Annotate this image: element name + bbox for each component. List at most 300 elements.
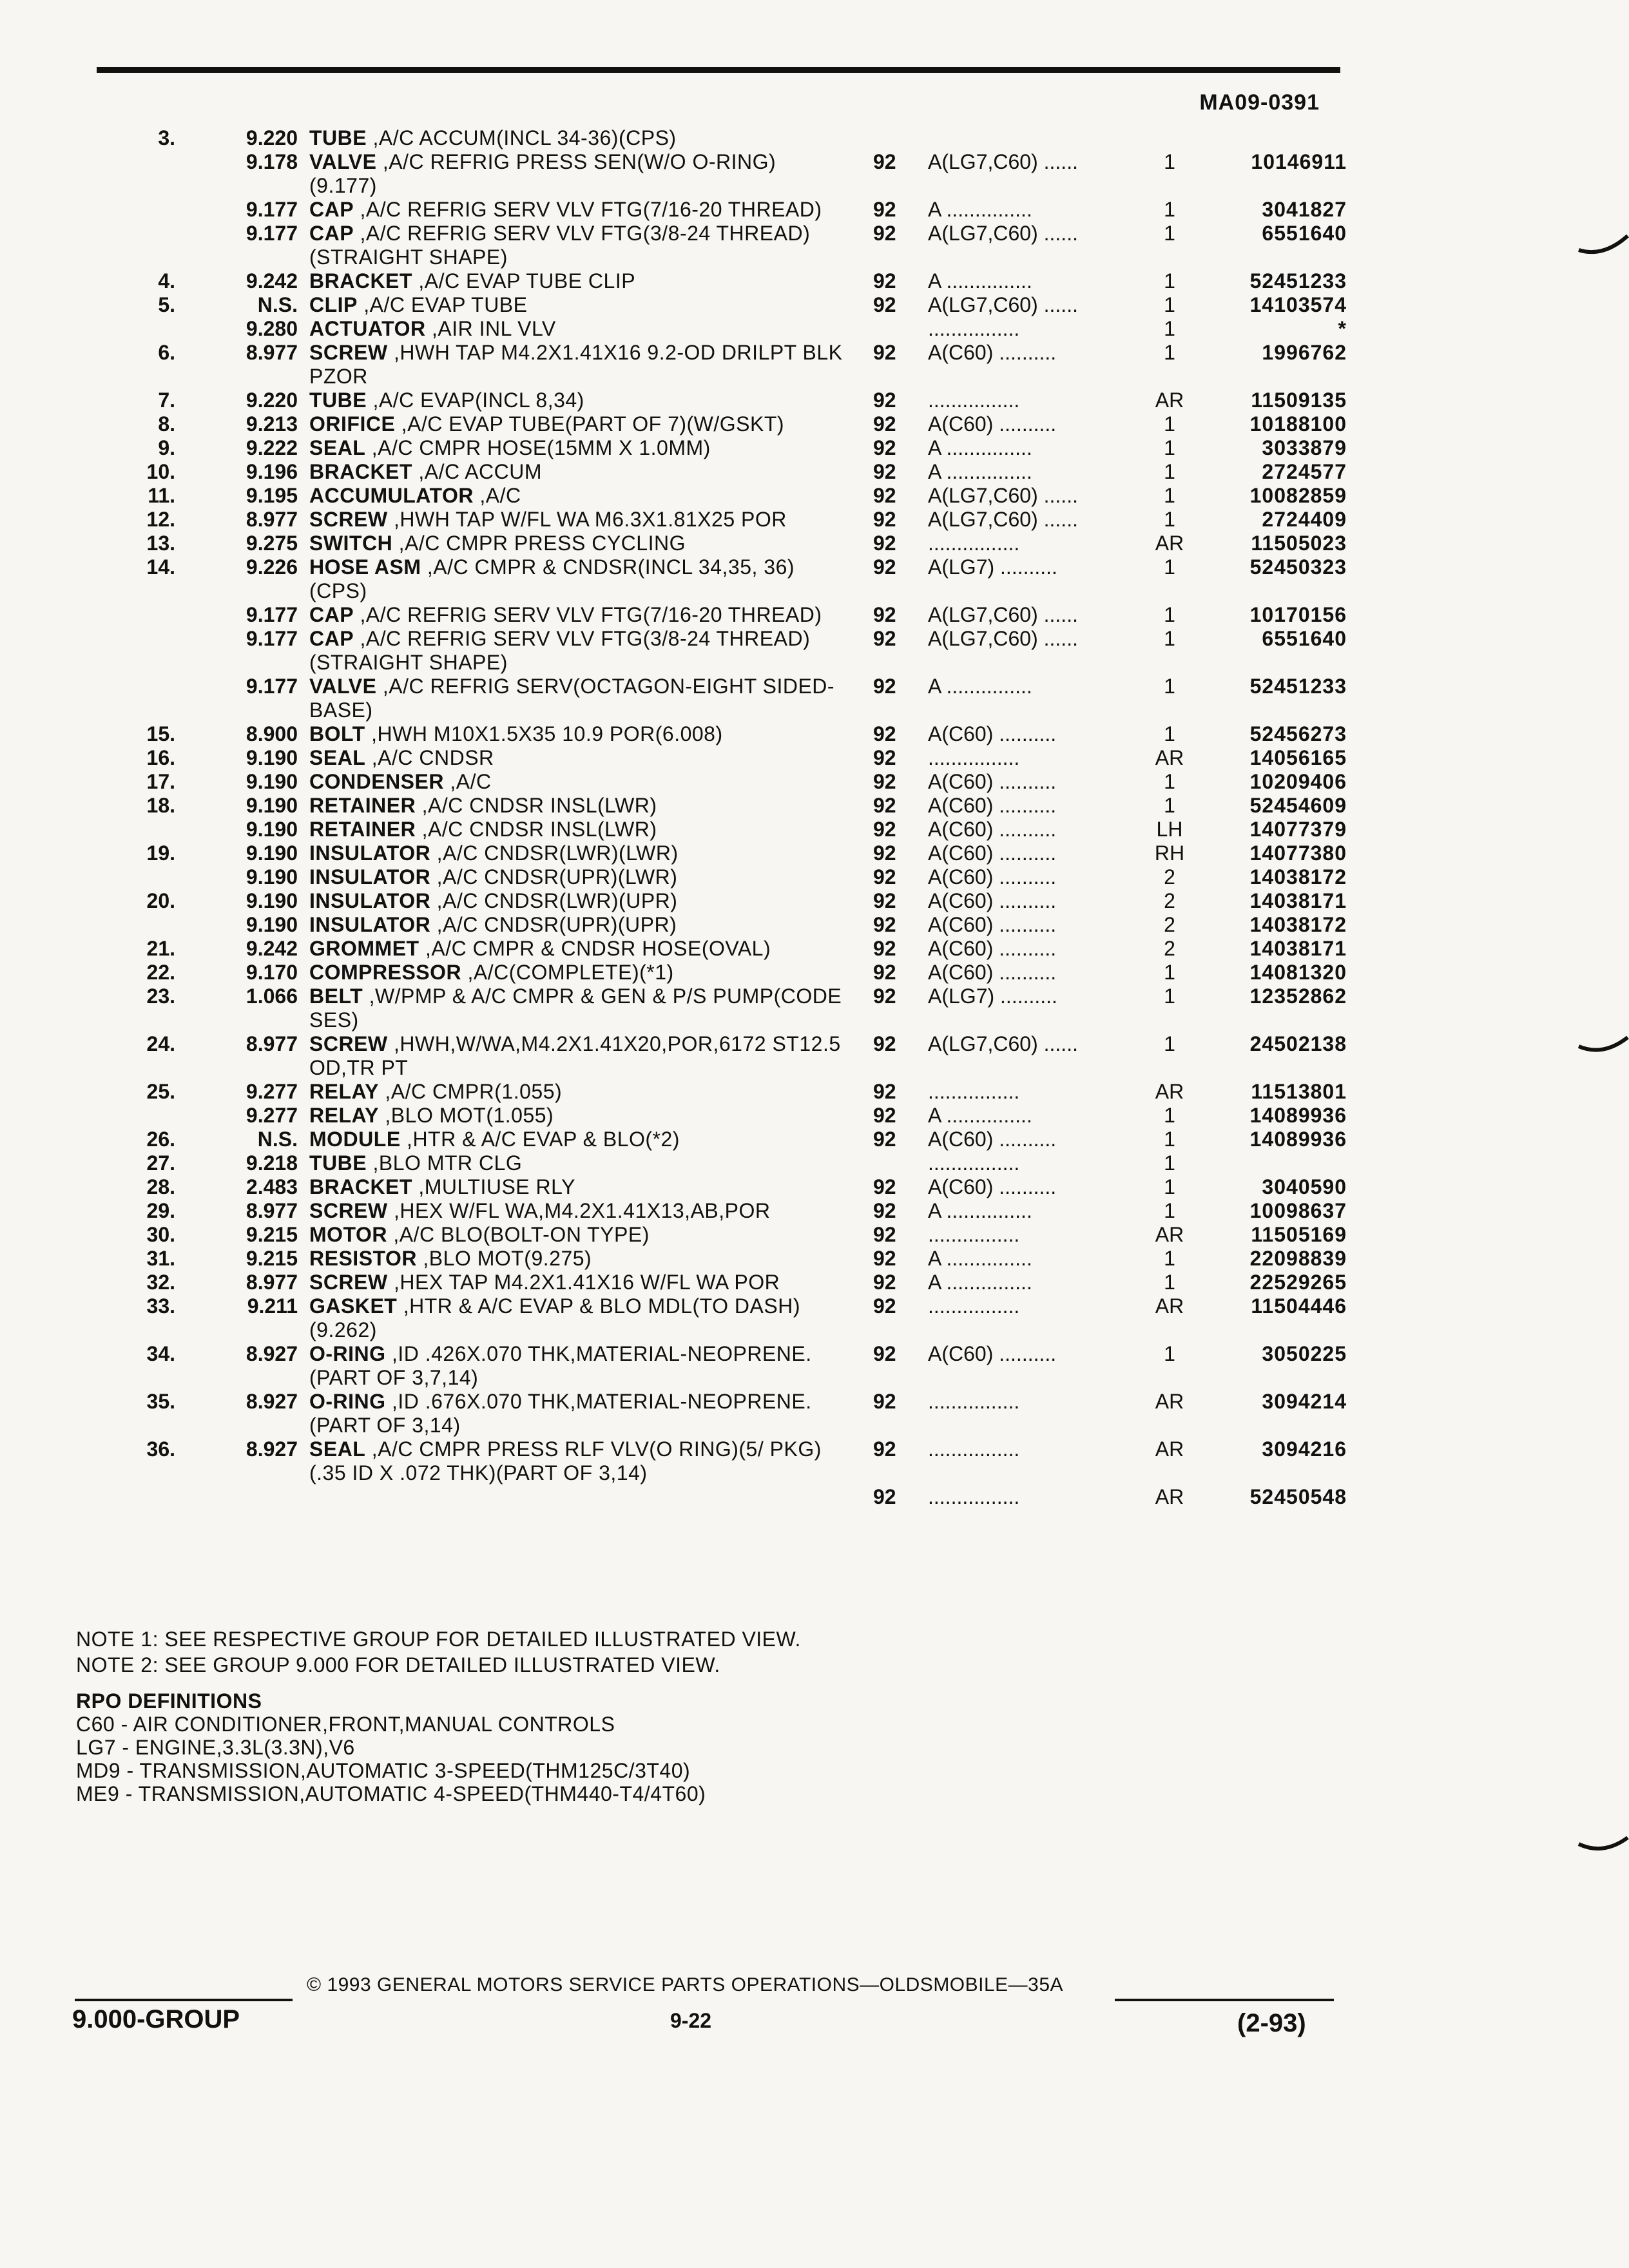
application: A(C60) .......... bbox=[928, 1128, 1057, 1151]
part-number: 11505023 bbox=[1251, 532, 1347, 555]
part-detail: ,A/C CMPR PRESS RLF VLV(O RING)(5/ PKG)(.35 ID X .072 THK)(PART OF 3,14) bbox=[309, 1437, 822, 1485]
model-year: 92 bbox=[873, 555, 896, 579]
page-reference: MA09-0391 bbox=[1199, 90, 1320, 115]
part-detail: ,A/C bbox=[443, 770, 492, 793]
part-description bbox=[309, 985, 844, 1032]
part-number: 3094214 bbox=[1262, 1390, 1347, 1413]
quantity: 1 bbox=[1164, 412, 1175, 436]
part-name: ACTUATOR bbox=[309, 317, 426, 340]
quantity: AR bbox=[1155, 532, 1184, 555]
group-number: 9.178 bbox=[246, 150, 298, 173]
part-detail: ,A/C REFRIG PRESS SEN(W/O O-RING) (9.177) bbox=[309, 150, 776, 197]
model-year: 92 bbox=[873, 937, 896, 960]
part-name: SCREW bbox=[309, 1199, 388, 1222]
part-description bbox=[309, 865, 844, 889]
part-description bbox=[309, 269, 844, 293]
part-description bbox=[309, 1175, 844, 1199]
part-number: 14038172 bbox=[1249, 913, 1347, 936]
application: A(C60) .......... bbox=[928, 722, 1057, 745]
part-name: SCREW bbox=[309, 508, 388, 531]
part-description bbox=[309, 341, 844, 389]
part-number: * bbox=[1338, 317, 1347, 340]
part-detail: ,BLO MOT(1.055) bbox=[379, 1104, 554, 1127]
application: A ............... bbox=[928, 1247, 1032, 1270]
part-name: RETAINER bbox=[309, 794, 416, 817]
group-number: 9.215 bbox=[246, 1223, 298, 1246]
model-year: 92 bbox=[873, 1485, 896, 1508]
part-name: SCREW bbox=[309, 1032, 388, 1055]
part-detail: ,A/C CMPR HOSE(15MM X 1.0MM) bbox=[365, 436, 711, 459]
model-year: 92 bbox=[873, 675, 896, 698]
application: A(LG7) .......... bbox=[928, 985, 1057, 1008]
quantity: 1 bbox=[1164, 1271, 1175, 1294]
application: A(LG7,C60) ...... bbox=[928, 508, 1078, 531]
quantity: 1 bbox=[1164, 985, 1175, 1008]
part-description bbox=[309, 1032, 844, 1080]
application: A ............... bbox=[928, 1199, 1032, 1222]
model-year: 92 bbox=[873, 1342, 896, 1365]
part-name: HOSE ASM bbox=[309, 555, 421, 579]
part-description bbox=[309, 722, 844, 746]
part-number: 14077379 bbox=[1249, 818, 1347, 841]
item-number: 35. bbox=[146, 1390, 175, 1413]
part-detail: ,A/C CNDSR INSL(LWR) bbox=[416, 794, 657, 817]
part-detail: ,A/C REFRIG SERV VLV FTG(3/8-24 THREAD)(STRAIGHT SHAPE) bbox=[309, 222, 811, 269]
quantity: AR bbox=[1155, 1437, 1184, 1461]
model-year: 92 bbox=[873, 1104, 896, 1127]
part-detail: ,HEX TAP M4.2X1.41X16 W/FL WA POR bbox=[387, 1271, 780, 1294]
quantity: AR bbox=[1155, 1485, 1184, 1508]
part-description bbox=[309, 293, 844, 317]
quantity: 1 bbox=[1164, 1199, 1175, 1222]
rpo-item: MD9 - TRANSMISSION,AUTOMATIC 3-SPEED(THM125C/3T40) bbox=[76, 1759, 691, 1782]
item-number: 8. bbox=[158, 412, 175, 436]
model-year: 92 bbox=[873, 293, 896, 316]
part-detail: ,BLO MOT(9.275) bbox=[417, 1247, 592, 1270]
part-description bbox=[309, 1390, 844, 1437]
part-number: 12352862 bbox=[1249, 985, 1347, 1008]
part-number: 3033879 bbox=[1262, 436, 1347, 459]
application: A(C60) .......... bbox=[928, 818, 1057, 841]
application: ................ bbox=[928, 532, 1020, 555]
part-description bbox=[309, 460, 844, 484]
part-detail: ,A/C EVAP TUBE CLIP bbox=[412, 269, 636, 293]
model-year: 92 bbox=[873, 412, 896, 436]
quantity: 1 bbox=[1164, 1247, 1175, 1270]
quantity: 1 bbox=[1164, 1128, 1175, 1151]
part-detail: ,ID .426X.070 THK,MATERIAL-NEOPRENE.(PART OF 3,7,14) bbox=[309, 1342, 812, 1389]
model-year: 92 bbox=[873, 985, 896, 1008]
quantity: AR bbox=[1155, 389, 1184, 412]
application: A(LG7,C60) ...... bbox=[928, 293, 1078, 316]
notes bbox=[76, 1626, 801, 1678]
application: A(C60) .......... bbox=[928, 1342, 1057, 1365]
part-number: 52451233 bbox=[1249, 675, 1347, 698]
group-number: 9.215 bbox=[246, 1247, 298, 1270]
part-name: CONDENSER bbox=[309, 770, 444, 793]
footer-rule-right bbox=[1115, 1999, 1334, 2001]
part-name: RESISTOR bbox=[309, 1247, 417, 1270]
part-description bbox=[309, 1294, 844, 1342]
group-number: 9.190 bbox=[246, 794, 298, 817]
part-detail: ,A/C bbox=[473, 484, 521, 507]
part-description bbox=[309, 1151, 844, 1175]
part-number: 1996762 bbox=[1262, 341, 1347, 364]
part-description bbox=[309, 532, 844, 555]
application: A(LG7,C60) ...... bbox=[928, 627, 1078, 650]
part-number: 14077380 bbox=[1249, 841, 1347, 865]
part-description bbox=[309, 603, 844, 627]
footer-date: (2-93) bbox=[1237, 2009, 1306, 2037]
model-year: 92 bbox=[873, 484, 896, 507]
part-detail: ,A/C REFRIG SERV VLV FTG(7/16-20 THREAD) bbox=[354, 603, 822, 626]
part-number: 22098839 bbox=[1249, 1247, 1347, 1270]
part-number: 6551640 bbox=[1262, 627, 1347, 650]
part-detail: ,HTR & A/C EVAP & BLO MDL(TO DASH)(9.262) bbox=[309, 1294, 800, 1341]
footer-group: 9.000-GROUP bbox=[72, 2005, 240, 2033]
application: A(C60) .......... bbox=[928, 961, 1057, 984]
model-year: 92 bbox=[873, 770, 896, 793]
part-description bbox=[309, 937, 844, 961]
application: ................ bbox=[928, 1223, 1020, 1246]
part-description bbox=[309, 198, 844, 222]
item-number: 25. bbox=[146, 1080, 175, 1103]
part-detail: ,A/C CMPR & CNDSR HOSE(OVAL) bbox=[419, 937, 771, 960]
group-number: 9.218 bbox=[246, 1151, 298, 1175]
quantity: 1 bbox=[1164, 222, 1175, 245]
group-number: 9.242 bbox=[246, 269, 298, 293]
group-number: 8.977 bbox=[246, 1032, 298, 1055]
part-name: SEAL bbox=[309, 746, 366, 769]
group-number: 9.177 bbox=[246, 198, 298, 221]
group-number: 9.211 bbox=[247, 1294, 298, 1318]
part-number: 14103574 bbox=[1249, 293, 1347, 316]
model-year: 92 bbox=[873, 389, 896, 412]
part-number: 3094216 bbox=[1262, 1437, 1347, 1461]
quantity: 2 bbox=[1164, 865, 1175, 889]
quantity: 1 bbox=[1164, 675, 1175, 698]
item-number: 5. bbox=[158, 293, 175, 316]
quantity: 1 bbox=[1164, 1342, 1175, 1365]
model-year: 92 bbox=[873, 889, 896, 912]
part-description bbox=[309, 389, 844, 412]
group-number: 9.190 bbox=[246, 865, 298, 889]
item-number: 13. bbox=[146, 532, 175, 555]
rpo-item: LG7 - ENGINE,3.3L(3.3N),V6 bbox=[76, 1736, 355, 1759]
binding-punch-mark bbox=[1577, 232, 1629, 258]
model-year: 92 bbox=[873, 532, 896, 555]
item-number: 27. bbox=[146, 1151, 175, 1175]
part-detail: ,ID .676X.070 THK,MATERIAL-NEOPRENE.(PART OF 3,14) bbox=[309, 1390, 812, 1437]
item-number: 21. bbox=[146, 937, 175, 960]
part-number: 52454609 bbox=[1249, 794, 1347, 817]
item-number: 32. bbox=[146, 1271, 175, 1294]
model-year: 92 bbox=[873, 1294, 896, 1318]
part-name: TUBE bbox=[309, 126, 367, 149]
group-number: 8.927 bbox=[246, 1342, 298, 1365]
part-name: BELT bbox=[309, 985, 363, 1008]
group-number: 9.170 bbox=[246, 961, 298, 984]
part-name: CAP bbox=[309, 627, 354, 650]
item-number: 23. bbox=[146, 985, 175, 1008]
part-detail: ,A/C CNDSR(LWR)(UPR) bbox=[430, 889, 678, 912]
part-description bbox=[309, 1437, 844, 1485]
part-name: SEAL bbox=[309, 436, 366, 459]
part-number: 14038171 bbox=[1249, 937, 1347, 960]
quantity: 1 bbox=[1164, 603, 1175, 626]
model-year: 92 bbox=[873, 1175, 896, 1198]
rpo-item: C60 - AIR CONDITIONER,FRONT,MANUAL CONTROLS bbox=[76, 1713, 615, 1736]
application: A(C60) .......... bbox=[928, 865, 1057, 889]
group-number: 1.066 bbox=[246, 985, 298, 1008]
application: A ............... bbox=[928, 460, 1032, 483]
group-number: 9.220 bbox=[246, 389, 298, 412]
part-name: BOLT bbox=[309, 722, 365, 745]
part-number: 2724409 bbox=[1262, 508, 1347, 531]
model-year: 92 bbox=[873, 198, 896, 221]
part-number: 14056165 bbox=[1249, 746, 1347, 769]
footer-copyright: © 1993 GENERAL MOTORS SERVICE PARTS OPERATIONS—OLDSMOBILE—35A bbox=[307, 1974, 1064, 1995]
part-description bbox=[309, 1128, 844, 1151]
part-number: 14038172 bbox=[1249, 865, 1347, 889]
application: ................ bbox=[928, 389, 1020, 412]
model-year: 92 bbox=[873, 508, 896, 531]
part-description bbox=[309, 1223, 844, 1247]
part-detail: ,A/C REFRIG SERV VLV FTG(7/16-20 THREAD) bbox=[354, 198, 822, 221]
part-description bbox=[309, 555, 844, 603]
application: ................ bbox=[928, 1080, 1020, 1103]
part-detail: ,HWH M10X1.5X35 10.9 POR(6.008) bbox=[365, 722, 723, 745]
model-year: 92 bbox=[873, 746, 896, 769]
part-name: SCREW bbox=[309, 341, 388, 364]
application: A(C60) .......... bbox=[928, 412, 1057, 436]
part-description bbox=[309, 841, 844, 865]
part-detail: ,A/C CNDSR bbox=[365, 746, 494, 769]
item-number: 7. bbox=[158, 389, 175, 412]
model-year: 92 bbox=[873, 222, 896, 245]
group-number: 8.977 bbox=[246, 341, 298, 364]
part-description bbox=[309, 675, 844, 722]
model-year: 92 bbox=[873, 1032, 896, 1055]
group-number: 9.195 bbox=[246, 484, 298, 507]
model-year: 92 bbox=[873, 865, 896, 889]
part-detail: ,HWH,W/WA,M4.2X1.41X20,POR,6172 ST12.5 OD,TR PT bbox=[309, 1032, 841, 1079]
model-year: 92 bbox=[873, 1390, 896, 1413]
part-name: MODULE bbox=[309, 1128, 401, 1151]
application: A ............... bbox=[928, 675, 1032, 698]
group-number: 2.483 bbox=[246, 1175, 298, 1198]
part-name: O-RING bbox=[309, 1390, 386, 1413]
item-number: 15. bbox=[146, 722, 175, 745]
part-name: RELAY bbox=[309, 1104, 380, 1127]
model-year: 92 bbox=[873, 1128, 896, 1151]
application: A(C60) .......... bbox=[928, 889, 1057, 912]
model-year: 92 bbox=[873, 150, 896, 173]
part-description bbox=[309, 889, 844, 913]
item-number: 10. bbox=[146, 460, 175, 483]
model-year: 92 bbox=[873, 818, 896, 841]
part-name: INSULATOR bbox=[309, 865, 431, 889]
part-description bbox=[309, 412, 844, 436]
application: A(C60) .......... bbox=[928, 1175, 1057, 1198]
part-detail: ,HWH TAP M4.2X1.41X16 9.2-OD DRILPT BLK PZOR bbox=[309, 341, 843, 388]
rpo-definitions bbox=[76, 1689, 706, 1805]
application: A(LG7,C60) ...... bbox=[928, 150, 1078, 173]
group-number: 9.222 bbox=[246, 436, 298, 459]
part-description bbox=[309, 126, 844, 150]
item-number: 17. bbox=[146, 770, 175, 793]
binding-punch-mark bbox=[1577, 1031, 1629, 1057]
part-description bbox=[309, 1342, 844, 1390]
part-name: O-RING bbox=[309, 1342, 386, 1365]
part-detail: ,A/C CNDSR(UPR)(LWR) bbox=[430, 865, 678, 889]
group-number: 9.190 bbox=[246, 889, 298, 912]
part-detail: ,A/C CMPR(1.055) bbox=[379, 1080, 563, 1103]
group-number: 9.277 bbox=[246, 1104, 298, 1127]
part-number: 10170156 bbox=[1249, 603, 1347, 626]
application: A(C60) .......... bbox=[928, 937, 1057, 960]
quantity: 1 bbox=[1164, 555, 1175, 579]
model-year: 92 bbox=[873, 722, 896, 745]
part-detail: ,A/C EVAP(INCL 8,34) bbox=[367, 389, 584, 412]
quantity: 1 bbox=[1164, 794, 1175, 817]
part-number: 14089936 bbox=[1249, 1104, 1347, 1127]
part-detail: ,HEX W/FL WA,M4.2X1.41X13,AB,POR bbox=[387, 1199, 771, 1222]
group-number: 9.190 bbox=[246, 746, 298, 769]
part-description bbox=[309, 484, 844, 508]
model-year: 92 bbox=[873, 794, 896, 817]
group-number: 8.977 bbox=[246, 1199, 298, 1222]
item-number: 14. bbox=[146, 555, 175, 579]
part-number: 24502138 bbox=[1249, 1032, 1347, 1055]
application: A(LG7,C60) ...... bbox=[928, 222, 1078, 245]
application: ................ bbox=[928, 1437, 1020, 1461]
model-year: 92 bbox=[873, 436, 896, 459]
application: A(LG7,C60) ...... bbox=[928, 484, 1078, 507]
part-detail: ,A/C CNDSR(UPR)(UPR) bbox=[430, 913, 677, 936]
part-name: BRACKET bbox=[309, 269, 412, 293]
part-name: RETAINER bbox=[309, 818, 416, 841]
quantity: LH bbox=[1156, 818, 1183, 841]
group-number: 8.977 bbox=[246, 1271, 298, 1294]
application: A(C60) .......... bbox=[928, 841, 1057, 865]
part-name: RELAY bbox=[309, 1080, 380, 1103]
part-number: 14038171 bbox=[1249, 889, 1347, 912]
item-number: 33. bbox=[146, 1294, 175, 1318]
quantity: 1 bbox=[1164, 1175, 1175, 1198]
part-description bbox=[309, 961, 844, 985]
part-name: CAP bbox=[309, 222, 354, 245]
application: A(LG7) .......... bbox=[928, 555, 1057, 579]
part-detail: ,A/C CMPR PRESS CYCLING bbox=[392, 532, 686, 555]
part-number: 11513801 bbox=[1251, 1080, 1347, 1103]
quantity: AR bbox=[1155, 1294, 1184, 1318]
group-number: 9.190 bbox=[246, 818, 298, 841]
rpo-item: ME9 - TRANSMISSION,AUTOMATIC 4-SPEED(THM440-T4/4T60) bbox=[76, 1782, 706, 1805]
part-description bbox=[309, 818, 844, 841]
model-year: 92 bbox=[873, 1223, 896, 1246]
group-number: 9.177 bbox=[246, 603, 298, 626]
group-number: 9.277 bbox=[246, 1080, 298, 1103]
group-number: 9.275 bbox=[246, 532, 298, 555]
group-number: N.S. bbox=[257, 293, 298, 316]
part-row bbox=[0, 1437, 1629, 1508]
part-description bbox=[309, 1247, 844, 1271]
part-description bbox=[309, 508, 844, 532]
quantity: 1 bbox=[1164, 627, 1175, 650]
item-number: 26. bbox=[146, 1128, 175, 1151]
part-description bbox=[309, 1271, 844, 1294]
model-year: 92 bbox=[873, 913, 896, 936]
group-number: 8.977 bbox=[246, 508, 298, 531]
application: A ............... bbox=[928, 269, 1032, 293]
part-description bbox=[309, 794, 844, 818]
part-detail: ,A/C EVAP TUBE(PART OF 7)(W/GSKT) bbox=[395, 412, 785, 436]
part-number: 3041827 bbox=[1262, 198, 1347, 221]
application: A ............... bbox=[928, 1104, 1032, 1127]
item-number: 19. bbox=[146, 841, 175, 865]
item-number: 20. bbox=[146, 889, 175, 912]
part-number: 52450323 bbox=[1249, 555, 1347, 579]
part-detail: ,HTR & A/C EVAP & BLO(*2) bbox=[400, 1128, 680, 1151]
item-number: 18. bbox=[146, 794, 175, 817]
part-description bbox=[309, 222, 844, 269]
part-name: BRACKET bbox=[309, 1175, 412, 1198]
part-name: SEAL bbox=[309, 1437, 366, 1461]
model-year: 92 bbox=[873, 1080, 896, 1103]
part-detail: ,A/C(COMPLETE)(*1) bbox=[461, 961, 674, 984]
part-name: GROMMET bbox=[309, 937, 419, 960]
group-number: 9.177 bbox=[246, 222, 298, 245]
part-description bbox=[309, 1199, 844, 1223]
part-name: TUBE bbox=[309, 389, 367, 412]
group-number: 9.280 bbox=[246, 317, 298, 340]
item-number: 22. bbox=[146, 961, 175, 984]
group-number: 9.190 bbox=[246, 841, 298, 865]
part-name: VALVE bbox=[309, 675, 377, 698]
item-number: 34. bbox=[146, 1342, 175, 1365]
application: A(C60) .......... bbox=[928, 770, 1057, 793]
part-detail: ,A/C EVAP TUBE bbox=[357, 293, 528, 316]
group-number: 8.900 bbox=[246, 722, 298, 745]
quantity: 2 bbox=[1164, 937, 1175, 960]
part-number: 11504446 bbox=[1251, 1294, 1347, 1318]
part-description bbox=[309, 1104, 844, 1128]
part-number: 10146911 bbox=[1251, 150, 1347, 173]
quantity: 2 bbox=[1164, 913, 1175, 936]
group-number: 9.242 bbox=[246, 937, 298, 960]
part-detail: ,A/C REFRIG SERV VLV FTG(3/8-24 THREAD)(STRAIGHT SHAPE) bbox=[309, 627, 811, 674]
quantity: AR bbox=[1155, 746, 1184, 769]
part-row bbox=[0, 198, 1629, 245]
application: A ............... bbox=[928, 198, 1032, 221]
item-number: 6. bbox=[158, 341, 175, 364]
part-name: GASKET bbox=[309, 1294, 398, 1318]
application: ................ bbox=[928, 317, 1020, 340]
item-number: 11. bbox=[148, 484, 175, 507]
part-detail: ,A/C CNDSR INSL(LWR) bbox=[416, 818, 657, 841]
application: ................ bbox=[928, 1151, 1020, 1175]
group-number: 8.927 bbox=[246, 1437, 298, 1461]
application: ................ bbox=[928, 1485, 1020, 1508]
quantity: 1 bbox=[1164, 508, 1175, 531]
application: A(C60) .......... bbox=[928, 794, 1057, 817]
part-number: 14089936 bbox=[1249, 1128, 1347, 1151]
application: ................ bbox=[928, 746, 1020, 769]
group-number: 9.190 bbox=[246, 913, 298, 936]
quantity: 1 bbox=[1164, 317, 1175, 340]
quantity: 2 bbox=[1164, 889, 1175, 912]
